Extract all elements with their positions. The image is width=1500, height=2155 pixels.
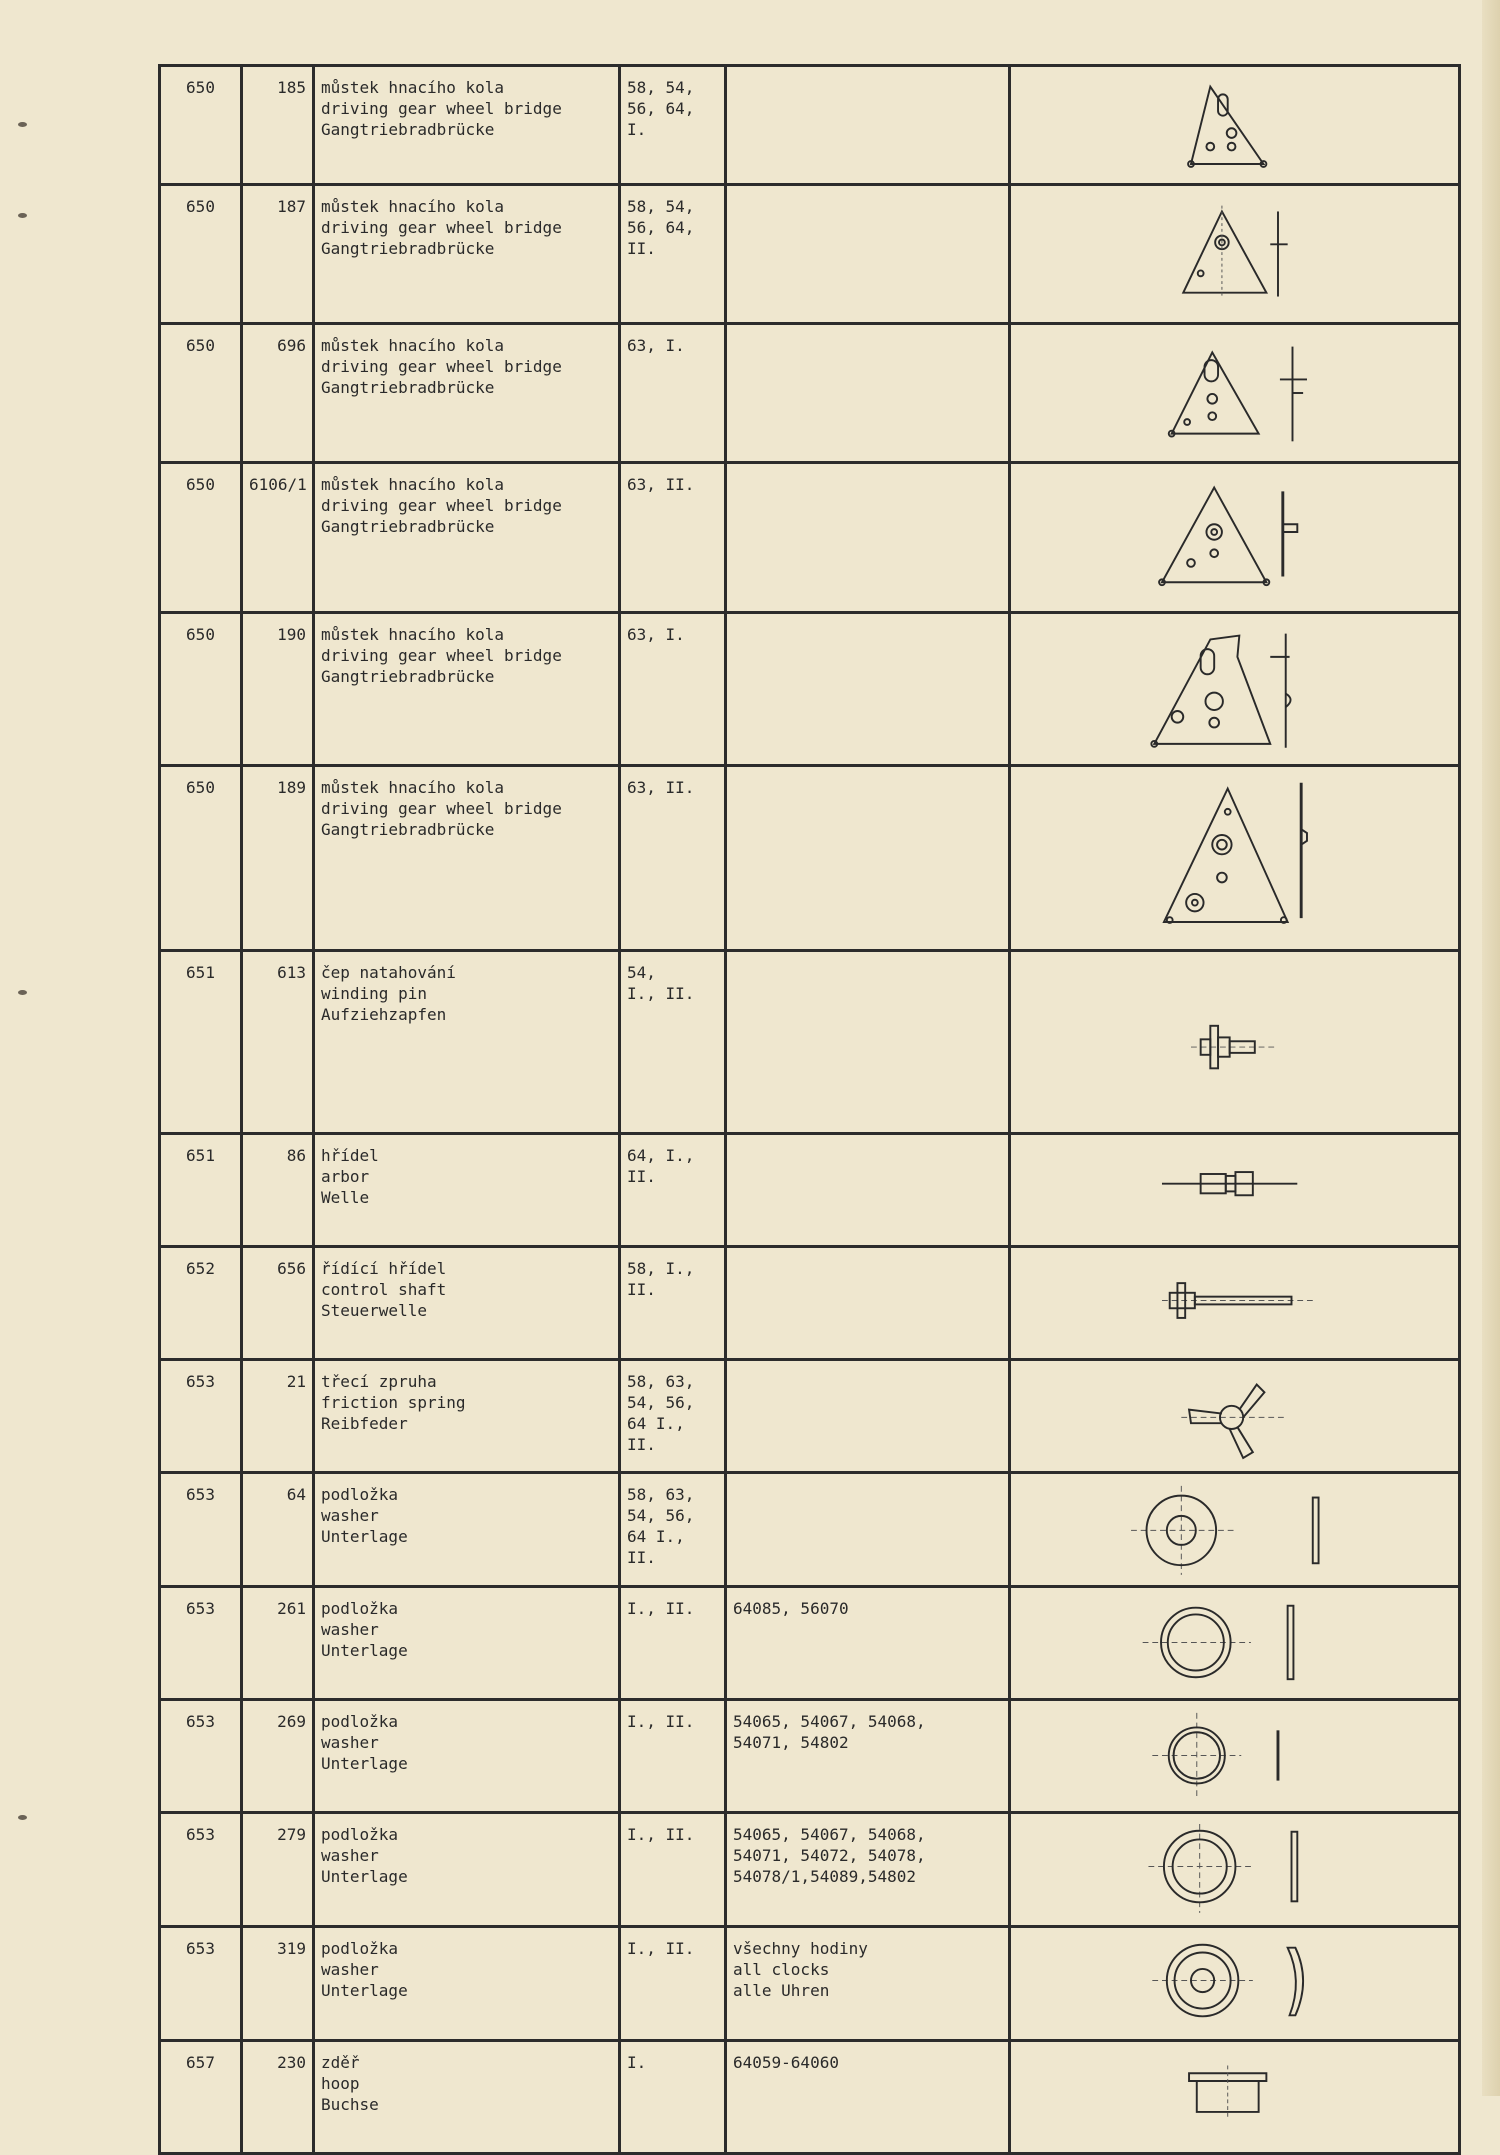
part-drawing-cell	[1010, 1586, 1460, 1699]
table-row	[160, 1134, 1460, 1247]
part-drawing-cell	[1010, 765, 1460, 950]
applicability-line: all clocks	[733, 1959, 830, 1979]
group-code-cell: 651	[160, 950, 242, 1133]
description-cell	[314, 463, 620, 613]
part-drawing-cell	[1010, 1473, 1460, 1587]
part-drawing-cell	[1010, 1699, 1460, 1813]
part-number-cell: 279	[242, 1813, 314, 1927]
part-drawing-cell	[1010, 1926, 1460, 2040]
clock-types-line: 58, 63,	[627, 1485, 695, 1505]
group-code-cell: 657	[160, 2040, 242, 2154]
description-cell	[314, 765, 620, 950]
punch-mark	[18, 1815, 27, 1820]
description-line: Unterlage	[321, 1753, 408, 1773]
arbor-icon	[1017, 1145, 1452, 1241]
description-cell	[314, 324, 620, 463]
applicability-cell	[726, 2040, 1010, 2154]
applicability-line: 64059-64060	[733, 2052, 839, 2072]
description-line: čep natahování	[321, 962, 456, 982]
clock-types-cell	[620, 1586, 726, 1699]
clock-types-line: 58, 54,	[627, 78, 695, 97]
description-line: Gangtriebradbrücke	[321, 819, 495, 839]
clock-types-line: 63, I.	[627, 336, 685, 356]
hoop-bushing-icon	[1017, 2052, 1452, 2149]
parts-table-body	[160, 66, 1460, 2154]
table-row	[160, 1359, 1460, 1473]
clock-types-cell	[620, 1359, 726, 1473]
clock-types-cell	[620, 765, 726, 950]
control-shaft-icon	[1017, 1258, 1452, 1354]
applicability-cell	[726, 1926, 1010, 2040]
part-number-cell: 656	[242, 1246, 314, 1359]
winding-pin-icon	[1017, 962, 1452, 1128]
description-cell	[314, 2040, 620, 2154]
group-code-cell: 650	[160, 324, 242, 463]
part-drawing-cell	[1010, 324, 1460, 463]
friction-spring-icon	[1017, 1371, 1452, 1468]
description-line: podložka	[321, 1711, 399, 1731]
description-cell	[314, 1359, 620, 1473]
punch-mark	[18, 990, 27, 995]
washer-thick-icon	[1017, 1824, 1452, 1921]
applicability-cell	[726, 324, 1010, 463]
description-line: Steuerwelle	[321, 1300, 427, 1320]
description-line: driving gear wheel bridge	[321, 99, 562, 118]
part-drawing-cell	[1010, 2040, 1460, 2154]
punch-mark	[18, 122, 27, 127]
part-number-cell: 187	[242, 185, 314, 324]
description-line: washer	[321, 1506, 379, 1526]
description-line: třecí zpruha	[321, 1371, 437, 1391]
applicability-line: 54078/1,54089,54802	[733, 1867, 917, 1887]
description-line: zděř	[321, 2052, 360, 2072]
description-line: hřídel	[321, 1146, 379, 1166]
part-number-cell: 86	[242, 1134, 314, 1247]
table-row	[160, 950, 1460, 1133]
part-drawing-cell	[1010, 185, 1460, 324]
washer-dished-icon	[1017, 1938, 1452, 2035]
description-cell	[314, 1134, 620, 1247]
part-number-cell: 319	[242, 1926, 314, 2040]
paper-edge	[1482, 0, 1500, 2096]
clock-types-line: I., II.	[627, 983, 695, 1003]
part-drawing-cell	[1010, 463, 1460, 613]
description-line: podložka	[321, 1825, 399, 1845]
table-row	[160, 185, 1460, 324]
applicability-cell	[726, 66, 1010, 185]
table-row	[160, 1246, 1460, 1359]
group-code-cell: 651	[160, 1134, 242, 1247]
description-line: friction spring	[321, 1392, 466, 1412]
description-line: Gangtriebradbrücke	[321, 517, 495, 537]
applicability-cell	[726, 1699, 1010, 1813]
description-line: washer	[321, 1959, 379, 1979]
description-line: Unterlage	[321, 1640, 408, 1660]
group-code-cell: 650	[160, 765, 242, 950]
clock-types-line: 63, I.	[627, 625, 685, 645]
clock-types-cell	[620, 950, 726, 1133]
description-line: Gangtriebradbrücke	[321, 378, 495, 398]
clock-types-cell	[620, 463, 726, 613]
applicability-cell	[726, 1813, 1010, 1927]
clock-types-line: 56, 64,	[627, 99, 695, 118]
table-row	[160, 1699, 1460, 1813]
applicability-cell	[726, 1359, 1010, 1473]
triangle-bridge-large-icon	[1017, 777, 1452, 945]
table-row	[160, 66, 1460, 185]
triangle-bridge-side-icon	[1017, 196, 1452, 318]
clock-types-cell	[620, 1926, 726, 2040]
applicability-cell	[726, 613, 1010, 765]
applicability-cell	[726, 950, 1010, 1133]
description-cell	[314, 1586, 620, 1699]
parts-table	[158, 64, 1461, 2155]
table-row	[160, 1813, 1460, 1927]
clock-types-line: 56, 64,	[627, 218, 695, 238]
description-line: hoop	[321, 2073, 360, 2093]
description-line: driving gear wheel bridge	[321, 496, 562, 516]
description-line: washer	[321, 1732, 379, 1752]
clock-types-line: II.	[627, 1279, 656, 1299]
clock-types-line: I.	[627, 2052, 647, 2072]
clock-types-line: I., II.	[627, 1938, 695, 1958]
description-cell	[314, 1473, 620, 1587]
description-line: driving gear wheel bridge	[321, 798, 562, 818]
description-line: Reibfeder	[321, 1413, 408, 1433]
clock-types-line: 54,	[627, 962, 656, 982]
description-line: můstek hnacího kola	[321, 475, 505, 495]
group-code-cell: 653	[160, 1359, 242, 1473]
clock-types-line: 54, 56,	[627, 1392, 695, 1412]
part-drawing-cell	[1010, 1813, 1460, 1927]
description-cell	[314, 613, 620, 765]
clock-types-line: 58, I.,	[627, 1258, 695, 1278]
description-line: driving gear wheel bridge	[321, 357, 562, 377]
table-row	[160, 613, 1460, 765]
description-cell	[314, 1926, 620, 2040]
description-cell	[314, 66, 620, 185]
group-code-cell: 653	[160, 1813, 242, 1927]
description-line: Gangtriebradbrücke	[321, 667, 495, 687]
triangle-bridge-slot-icon	[1017, 77, 1452, 179]
triangle-bridge-pin-icon	[1017, 335, 1452, 457]
part-number-cell: 230	[242, 2040, 314, 2154]
clock-types-line: I.	[627, 120, 647, 139]
applicability-cell	[726, 185, 1010, 324]
description-line: můstek hnacího kola	[321, 336, 505, 356]
description-line: Welle	[321, 1188, 370, 1208]
group-code-cell: 653	[160, 1699, 242, 1813]
description-line: washer	[321, 1846, 379, 1866]
applicability-cell	[726, 463, 1010, 613]
group-code-cell: 652	[160, 1246, 242, 1359]
clock-types-cell	[620, 2040, 726, 2154]
part-number-cell: 21	[242, 1359, 314, 1473]
clock-types-line: 54, 56,	[627, 1506, 695, 1526]
description-cell	[314, 185, 620, 324]
description-line: Unterlage	[321, 1527, 408, 1547]
part-drawing-cell	[1010, 66, 1460, 185]
clock-types-line: 58, 54,	[627, 197, 695, 217]
group-code-cell: 653	[160, 1926, 242, 2040]
description-line: podložka	[321, 1938, 399, 1958]
part-number-cell: 64	[242, 1473, 314, 1587]
applicability-line: všechny hodiny	[733, 1938, 868, 1958]
description-cell	[314, 950, 620, 1133]
clock-types-cell	[620, 324, 726, 463]
description-line: můstek hnacího kola	[321, 777, 505, 797]
part-drawing-cell	[1010, 1359, 1460, 1473]
description-line: řídící hřídel	[321, 1258, 447, 1278]
group-code-cell: 650	[160, 185, 242, 324]
punch-mark	[18, 213, 27, 218]
applicability-cell	[726, 1134, 1010, 1247]
washer-ring-icon	[1017, 1598, 1452, 1694]
description-line: podložka	[321, 1485, 399, 1505]
clock-types-line: 64 I., II.	[627, 1413, 685, 1454]
applicability-line: 54071, 54802	[733, 1732, 849, 1752]
description-cell	[314, 1813, 620, 1927]
description-line: Buchse	[321, 2094, 379, 2114]
applicability-cell	[726, 1586, 1010, 1699]
applicability-line: 54071, 54072, 54078,	[733, 1846, 926, 1866]
description-line: podložka	[321, 1598, 399, 1618]
description-line: driving gear wheel bridge	[321, 646, 562, 666]
group-code-cell: 653	[160, 1473, 242, 1587]
applicability-cell	[726, 1246, 1010, 1359]
part-number-cell: 269	[242, 1699, 314, 1813]
description-cell	[314, 1699, 620, 1813]
clock-types-line: I., II.	[627, 1711, 695, 1731]
table-row	[160, 1926, 1460, 2040]
applicability-line: alle Uhren	[733, 1980, 830, 2000]
washer-flat-icon	[1017, 1484, 1452, 1581]
table-row	[160, 1586, 1460, 1699]
table-row	[160, 463, 1460, 613]
clock-types-cell	[620, 66, 726, 185]
group-code-cell: 650	[160, 613, 242, 765]
clock-types-line: I., II.	[627, 1598, 695, 1618]
part-number-cell: 6106/1	[242, 463, 314, 613]
part-drawing-cell	[1010, 950, 1460, 1133]
part-number-cell: 190	[242, 613, 314, 765]
clock-types-cell	[620, 1246, 726, 1359]
part-number-cell: 261	[242, 1586, 314, 1699]
table-row	[160, 1473, 1460, 1587]
description-line: Gangtriebradbrücke	[321, 120, 495, 139]
part-number-cell: 189	[242, 765, 314, 950]
description-line: můstek hnacího kola	[321, 625, 505, 645]
applicability-cell	[726, 765, 1010, 950]
table-row	[160, 324, 1460, 463]
clock-types-cell	[620, 185, 726, 324]
description-line: control shaft	[321, 1279, 447, 1299]
triangle-bridge-plain-icon	[1017, 474, 1452, 607]
group-code-cell: 653	[160, 1586, 242, 1699]
clock-types-cell	[620, 1134, 726, 1247]
applicability-cell	[726, 1473, 1010, 1587]
washer-thin-icon	[1017, 1711, 1452, 1808]
description-line: můstek hnacího kola	[321, 197, 505, 217]
description-line: můstek hnacího kola	[321, 78, 505, 97]
part-drawing-cell	[1010, 1134, 1460, 1247]
description-line: Unterlage	[321, 1980, 408, 2000]
clock-types-line: 63, II.	[627, 777, 695, 797]
group-code-cell: 650	[160, 463, 242, 613]
table-row	[160, 765, 1460, 950]
clock-types-cell	[620, 1473, 726, 1587]
table-row	[160, 2040, 1460, 2154]
triangle-bridge-arm-icon	[1017, 624, 1452, 759]
description-line: washer	[321, 1619, 379, 1639]
clock-types-cell	[620, 613, 726, 765]
clock-types-line: 64 I., II.	[627, 1527, 685, 1568]
part-number-cell: 696	[242, 324, 314, 463]
applicability-line: 54065, 54067, 54068,	[733, 1825, 926, 1845]
group-code-cell: 650	[160, 66, 242, 185]
part-number-cell: 185	[242, 66, 314, 185]
description-line: Gangtriebradbrücke	[321, 239, 495, 259]
clock-types-line: 58, 63,	[627, 1371, 695, 1391]
clock-types-line: 64, I.,	[627, 1146, 695, 1166]
clock-types-cell	[620, 1813, 726, 1927]
description-line: Aufziehzapfen	[321, 1004, 447, 1024]
clock-types-cell	[620, 1699, 726, 1813]
clock-types-line: 63, II.	[627, 475, 695, 495]
applicability-line: 54065, 54067, 54068,	[733, 1711, 926, 1731]
clock-types-line: II.	[627, 1167, 656, 1187]
description-line: Unterlage	[321, 1867, 408, 1887]
applicability-line: 64085, 56070	[733, 1598, 849, 1618]
description-line: driving gear wheel bridge	[321, 218, 562, 238]
part-drawing-cell	[1010, 1246, 1460, 1359]
clock-types-line: I., II.	[627, 1825, 695, 1845]
clock-types-line: II.	[627, 239, 656, 259]
description-line: winding pin	[321, 983, 427, 1003]
part-drawing-cell	[1010, 613, 1460, 765]
part-number-cell: 613	[242, 950, 314, 1133]
description-cell	[314, 1246, 620, 1359]
description-line: arbor	[321, 1167, 370, 1187]
